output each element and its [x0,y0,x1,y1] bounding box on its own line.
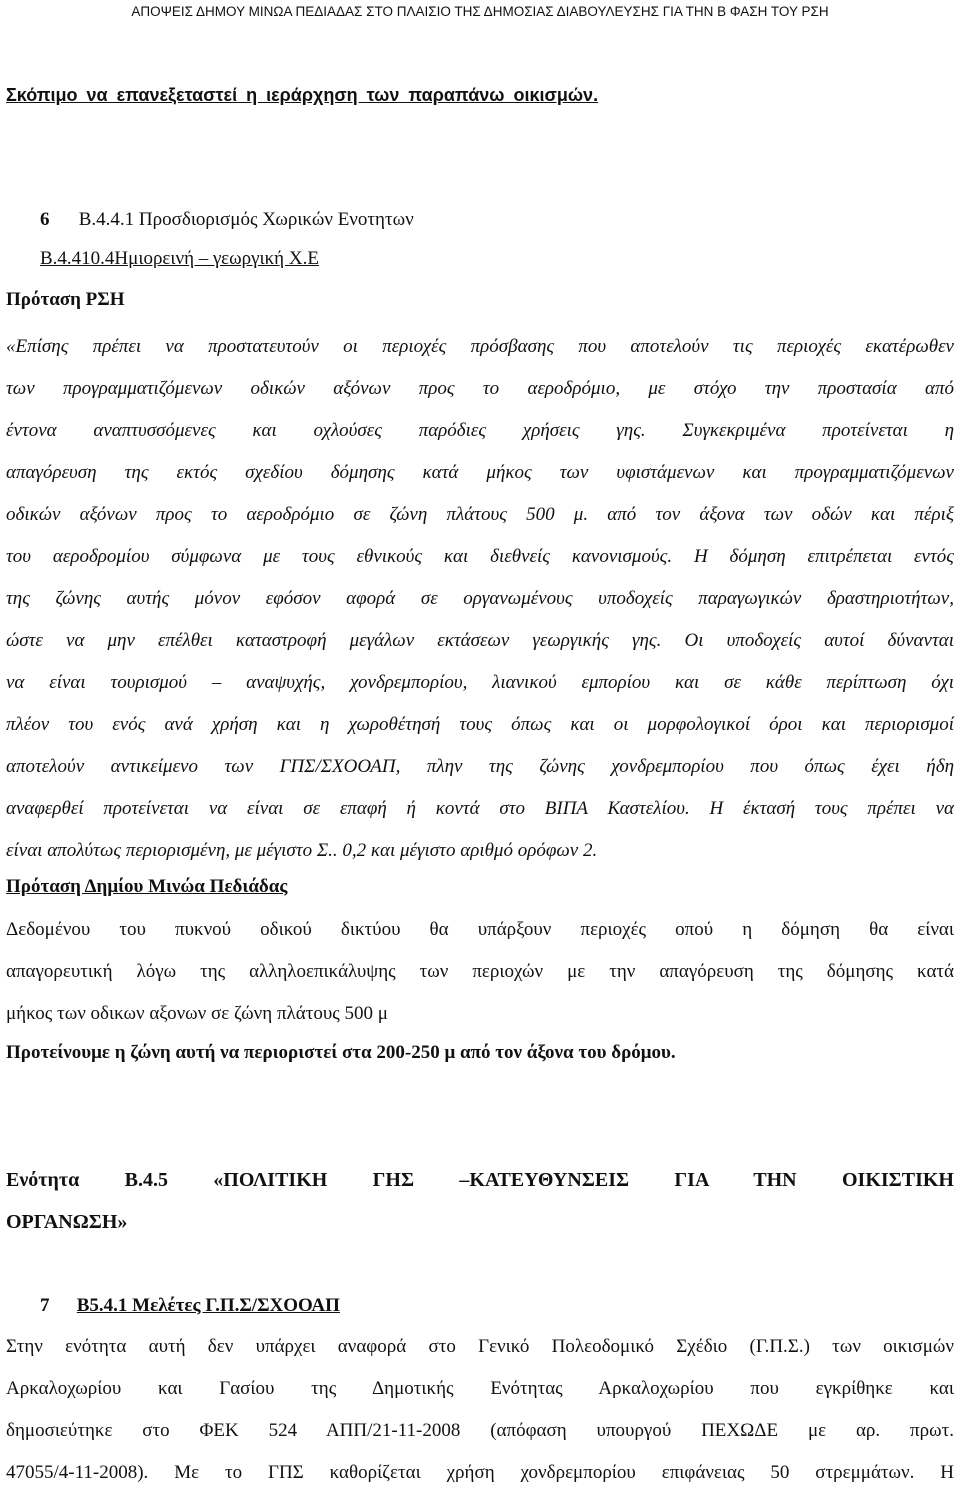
quote-line: πλέον του ενός ανά χρήση και η χωροθέτησή τους όπως και οι μορφολογικοί όροι και περιορισμοί [6,714,954,735]
quote-line: ώστε να μην επέλθει καταστροφή μεγάλων εκτάσεων γεωργικής γης. Οι υποδοχείς αυτοί δύνανται [6,630,954,651]
quote-line: «Επίσης πρέπει να προστατευτούν οι περιοχές πρόσβασης που αποτελούν τις περιοχές εκατέρωθεν [6,336,954,357]
quote-line: της ζώνης αυτής μόνον εφόσον αφορά σε οργανωμένους υποδοχείς παραγωγικών δραστηριοτήτων, [6,588,954,609]
section6-subtitle: Β.4.410.4Ημιορεινή – γεωργική Χ.Ε [40,248,319,269]
section6-number: 6 [40,209,50,230]
quote-line: να είναι τουρισμού – αναψυχής, χονδρεμπορίου, λιανικού εμπορίου και σε κάθε περίπτωση όχι [6,672,954,693]
quote-line: αναφερθεί προτείνεται να είναι σε επαφή ή κοντά στο ΒΙΠΑ Καστελίου. Η έκτασή τους πρέπει να [6,798,954,819]
municipality-line: Δεδομένου του πυκνού οδικού δικτύου θα υπάρξουν περιοχές οπού η δόμηση θα είναι [6,919,954,940]
intro-note: Σκόπιμο να επανεξεταστεί η ιεράρχηση των παραπάνω οικισμών. [6,85,599,105]
page-header: ΑΠΟΨΕΙΣ ΔΗΜΟΥ ΜΙΝΩΑ ΠΕΔΙΑΔΑΣ ΣΤΟ ΠΛΑΙΣΙΟ ΤΗΣ ΔΗΜΟΣΙΑΣ ΔΙΑΒΟΥΛΕΥΣΗΣ ΓΙΑ ΤΗΝ Β ΦΑΣΗ ΤΟΥ ΡΣΗ [131,4,829,19]
section7-line: Αρκαλοχωρίου και Γασίου της Δημοτικής Ενότητας Αρκαλοχωρίου που εγκρίθηκε και [6,1378,954,1399]
section6-title: Β.4.4.1 Προσδιορισμός Χωρικών Ενοτητων [78,209,414,230]
conclusion: Προτείνουμε η ζώνη αυτή να περιοριστεί στα 200-250 μ από τον άξονα του δρόμου. [6,1042,676,1063]
quote-line: απαγόρευση της εκτός σχεδίου δόμησης κατά μήκος των υφιστάμενων και προγραμματιζόμενων [6,462,954,483]
quote-line: οδικών αξόνων προς το αεροδρόμιο σε ζώνη πλάτους 500 μ. από τον άξονα των οδών και πέριξ [6,504,954,525]
quote-line: έντονα αναπτυσσόμενες και οχλούσες παρόδιες χρήσεις γης. Συγκεκριμένα προτείνεται η [6,420,954,441]
section6-heading [6,205,954,235]
quote-line: των προγραμματιζόμενων οδικών αξόνων προς το αεροδρόμιο, με στόχο την προστασία από [6,378,954,399]
quote-line: του αεροδρομίου σύμφωνα με τους εθνικούς και διεθνείς κανονισμούς. Η δόμηση επιτρέπεται εντός [6,546,954,567]
quote-line: είναι απολύτως περιορισμένη, με μέγιστο Σ.. 0,2 και μέγιστο αριθμό ορόφων 2. [6,840,598,861]
unit-title-line1: Ενότητα Β.4.5 «ΠΟΛΙΤΙΚΗ ΓΗΣ –ΚΑΤΕΥΘΥΝΣΕΙΣ ΓΙΑ ΤΗΝ ΟΙΚΙΣΤΙΚΗ [6,1169,954,1191]
quote-line: αποτελούν αντικείμενο των ΓΠΣ/ΣΧΟΟΑΠ, πλην της ζώνης χονδρεμπορίου που όπως έχει ήδη [6,756,954,777]
section7-heading [6,1290,954,1322]
municipality-line: απαγορευτική λόγω της αλληλοεπικάλυψης των περιοχών με την απαγόρευση της δόμησης κατά [6,961,954,982]
unit-title-line2: ΟΡΓΑΝΩΣΗ» [6,1211,128,1233]
section7-number: 7 [40,1295,50,1316]
section7-line: δημοσιεύτηκε στο ΦΕΚ 524 ΑΠΠ/21-11-2008 (απόφαση υπουργού ΠΕΧΩΔΕ με αρ. πρωτ. [6,1420,954,1441]
section7-line: Στην ενότητα αυτή δεν υπάρχει αναφορά στο Γενικό Πολεοδομικό Σχέδιο (Γ.Π.Σ.) των οικισμών [6,1336,954,1357]
municipality-proposal-label: Πρόταση Δημίου Μινώα Πεδιάδας [6,876,288,897]
proposal-label: Πρόταση ΡΣΗ [6,289,125,310]
municipality-line: μήκος των οδικων αξονων σε ζώνη πλάτους 500 μ [6,1003,388,1024]
section7-line: 47055/4-11-2008). Με το ΓΠΣ καθορίζεται χρήση χονδρεμπορίου επιφάνειας 50 στρεμμάτων. Η [6,1462,954,1483]
section7-title: Β5.4.1 Μελέτες Γ.Π.Σ/ΣΧΟΟΑΠ [76,1295,340,1316]
